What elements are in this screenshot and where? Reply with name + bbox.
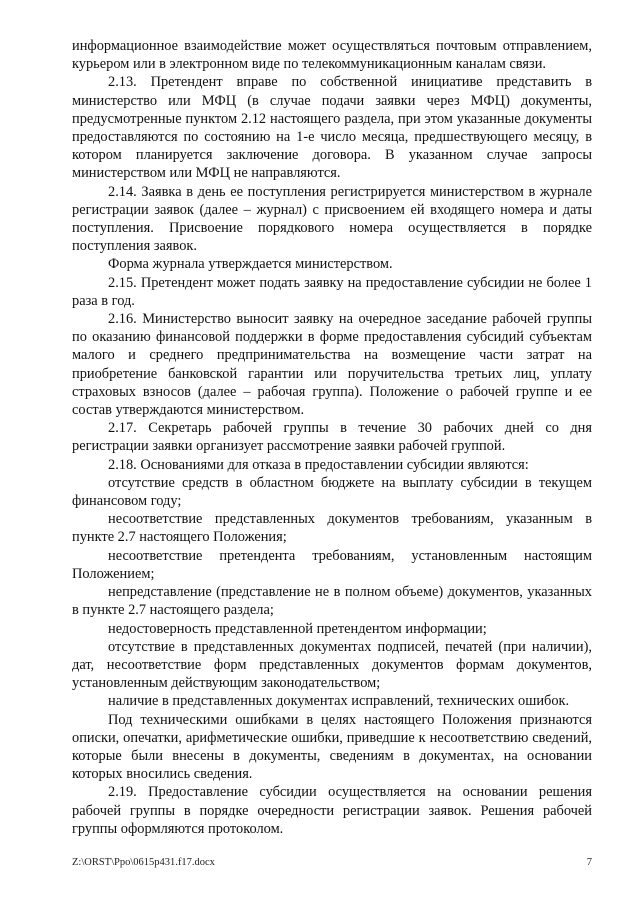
refusal-ground-1: отсутствие средств в областном бюджете на выплату субсидии в текущем финансовом году; bbox=[72, 474, 592, 510]
refusal-ground-4: непредставление (представление не в полном объеме) документов, указанных в пункте 2.7 настоящего раздела; bbox=[72, 584, 592, 619]
paragraph-2-19: 2.19. Предоставление субсидии осуществляется на основании решения рабочей группы в порядке очередности регистрации заявок. Решения рабочей группы оформляются протоколом. bbox=[72, 784, 592, 837]
footer-file-path: Z:\ORST\Ppo\0615p431.f17.docx bbox=[72, 857, 215, 868]
paragraph-2-14: 2.14. Заявка в день ее поступления регистрируется министерством в журнале регистрации заявок (далее – журнал) с присвоением ей входящего номера и даты поступления. Присвоение порядкового номера осуществляется в порядке поступления заявок. bbox=[72, 183, 592, 255]
refusal-ground-2: несоответствие представленных документов требованиям, указанным в пункте 2.7 настоящего Положения; bbox=[72, 511, 592, 546]
document-body bbox=[72, 37, 592, 838]
paragraph-technical-errors: Под техническими ошибками в целях настоящего Положения признаются описки, опечатки, арифметические ошибки, приведшие к несоответствию сведений, которые были внесены в документы, сведениям в документах, на основании которых вносились сведения. bbox=[72, 711, 592, 783]
refusal-ground-6: отсутствие в представленных документах подписей, печатей (при наличии), дат, несоответствие форм представленных документов формам документов, установленным действующим законодательством; bbox=[72, 638, 592, 692]
refusal-ground-5: недостоверность представленной претендентом информации; bbox=[108, 620, 487, 637]
footer-page-number: 7 bbox=[586, 857, 592, 868]
paragraph-2-15: 2.15. Претендент может подать заявку на предоставление субсидии не более 1 раза в год. bbox=[72, 274, 592, 309]
paragraph-2-18: 2.18. Основаниями для отказа в предоставлении субсидии являются: bbox=[108, 456, 529, 473]
paragraph-2-16: 2.16. Министерство выносит заявку на очередное заседание рабочей группы по оказанию финансовой поддержки в форме предоставления субсидий субъектам малого и среднего предпринимательства на возмещение части затрат на приобретение банковской гарантии или поручительства третьих лиц, уплату страховых взносов (далее – рабочая группа). Положение о рабочей группе и ее состав утверждаются министерством. bbox=[72, 311, 592, 419]
paragraph-continuation: информационное взаимодействие может осуществляться почтовым отправлением, курьером или в электронном виде по телекоммуникационным каналам связи. bbox=[72, 38, 592, 73]
paragraph-journal-form: Форма журнала утверждается министерством. bbox=[108, 256, 393, 273]
paragraph-2-17: 2.17. Секретарь рабочей группы в течение 30 рабочих дней со дня регистрации заявки организует рассмотрение заявки рабочей группой. bbox=[72, 420, 592, 455]
refusal-ground-3: несоответствие претендента требованиям, установленным настоящим Положением; bbox=[72, 547, 592, 582]
paragraph-2-13: 2.13. Претендент вправе по собственной инициативе представить в министерство или МФЦ (в случае подачи заявки через МФЦ) документы, предусмотренные пунктом 2.12 настоящего раздела, при этом указанные документы предоставляются по состоянию на 1-е число месяца, предшествующего месяцу, в котором планируется заключение договора. В указанном случае запросы министерством или МФЦ не направляются. bbox=[72, 74, 592, 182]
refusal-ground-7: наличие в представленных документах исправлений, технических ошибок. bbox=[108, 693, 570, 710]
